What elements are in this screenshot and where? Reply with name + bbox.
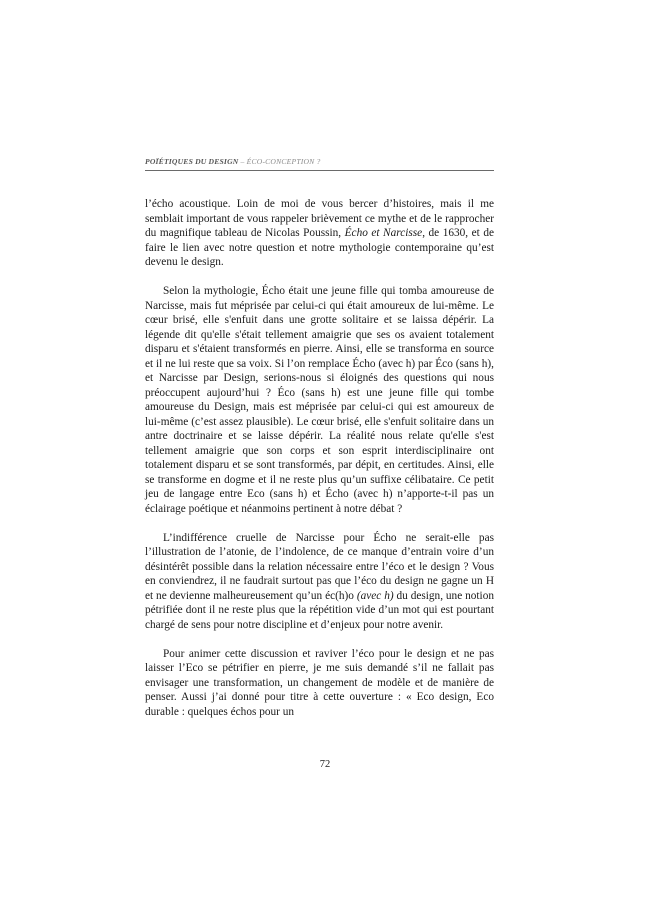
paragraph-1-text-a: l’écho acoustique. Loin de moi de vous bercer d’histoires, mais il me semblait important de vous rappeler brièvement ce mythe et de le rapprocher du magnifique tableau de Nicolas Poussin, — [145, 198, 494, 239]
running-header-separator: – — [238, 157, 247, 166]
paragraph-1-text-b: , de 1630, et de faire le lien avec notre question et notre mythologie contemporaine qu’est devenu le design. — [145, 227, 494, 268]
paragraph-3-text-b: du design, une notion pétrifiée dont il ne reste plus que la répétition vide d’un mot qui est pourtant chargé de sens pour notre discipline et d’enjeux pour notre avenir. — [145, 589, 494, 631]
artwork-title: Écho et Narcisse — [344, 227, 423, 239]
running-header-title: POÏÉTIQUES DU DESIGN — [145, 157, 239, 166]
paragraph-1 — [145, 197, 494, 270]
running-header — [145, 157, 321, 166]
body-text — [145, 197, 494, 719]
page-number: 72 — [319, 759, 331, 770]
paragraph-3 — [145, 531, 494, 633]
running-header-subtitle: ÉCO-CONCEPTION ? — [246, 157, 321, 166]
paragraph-3-text-a: L’indifférence cruelle de Narcisse pour Écho ne serait-elle pas l’illustration de l’atonie, de l’indolence, de ce manque d’entrain voire d’un désintérêt possible dans la relation nécessaire entre l’éco et le design ? Vous en conviendrez, il ne faudrait surtout pas que l’éco du design ne gagne un H et ne devienne malheureusement qu’un éc(h)o — [145, 531, 494, 602]
paragraph-2: Selon la mythologie, Écho était une jeune fille qui tomba amoureuse de Narcisse, mais fut méprisée par celui-ci qui était amoureux de lui-même. Le cœur brisé, elle s'enfuit dans une grotte solitaire et se laissa dépérir. La légende dit qu'elle s'était tellement amaigrie que ses os avaient totalement disparu et s'étaient transformés en pierre. Ainsi, elle se transforma en source et il ne lui reste que sa voix. Si l’on remplace Écho (avec h) par Éco (sans h), et Narcisse par Design, serions-nous si éloignés des questions qui nous préoccupent aujourd’hui ? Éco (sans h) est une jeune fille qui tombe amoureuse du Design, mais est méprisée par celui-ci qui est amoureux de lui-même (c’est assez plausible). Le cœur brisé, elle s'enfuit solitaire dans un antre doctrinaire et se laisse dépérir. La réalité nous relate qu'elle s'est tellement amaigrie que son corps et son esprit interdisciplinaire ont totalement disparu et se sont transformés, par dépit, en certitudes. Ainsi, elle se transforme en dogme et il ne reste plus qu’un suffixe célibataire. Ce petit jeu de langage entre Eco (sans h) et Écho (avec h) n’apporte-t-il pas un éclairage poétique et néanmoins pertinent à notre débat ? — [145, 285, 494, 515]
header-rule — [145, 170, 494, 171]
paragraph-3-italic: (avec h) — [356, 589, 394, 602]
paragraph-4: Pour animer cette discussion et raviver l’éco pour le design et ne pas laisser l’Eco se pétrifier en pierre, je me suis demandé s’il ne fallait pas envisager une transformation, un changement de modèle et de manière de penser. Aussi j’ai donné pour titre à cette ouverture : « Eco design, Eco durable : quelques échos pour un — [145, 647, 494, 718]
